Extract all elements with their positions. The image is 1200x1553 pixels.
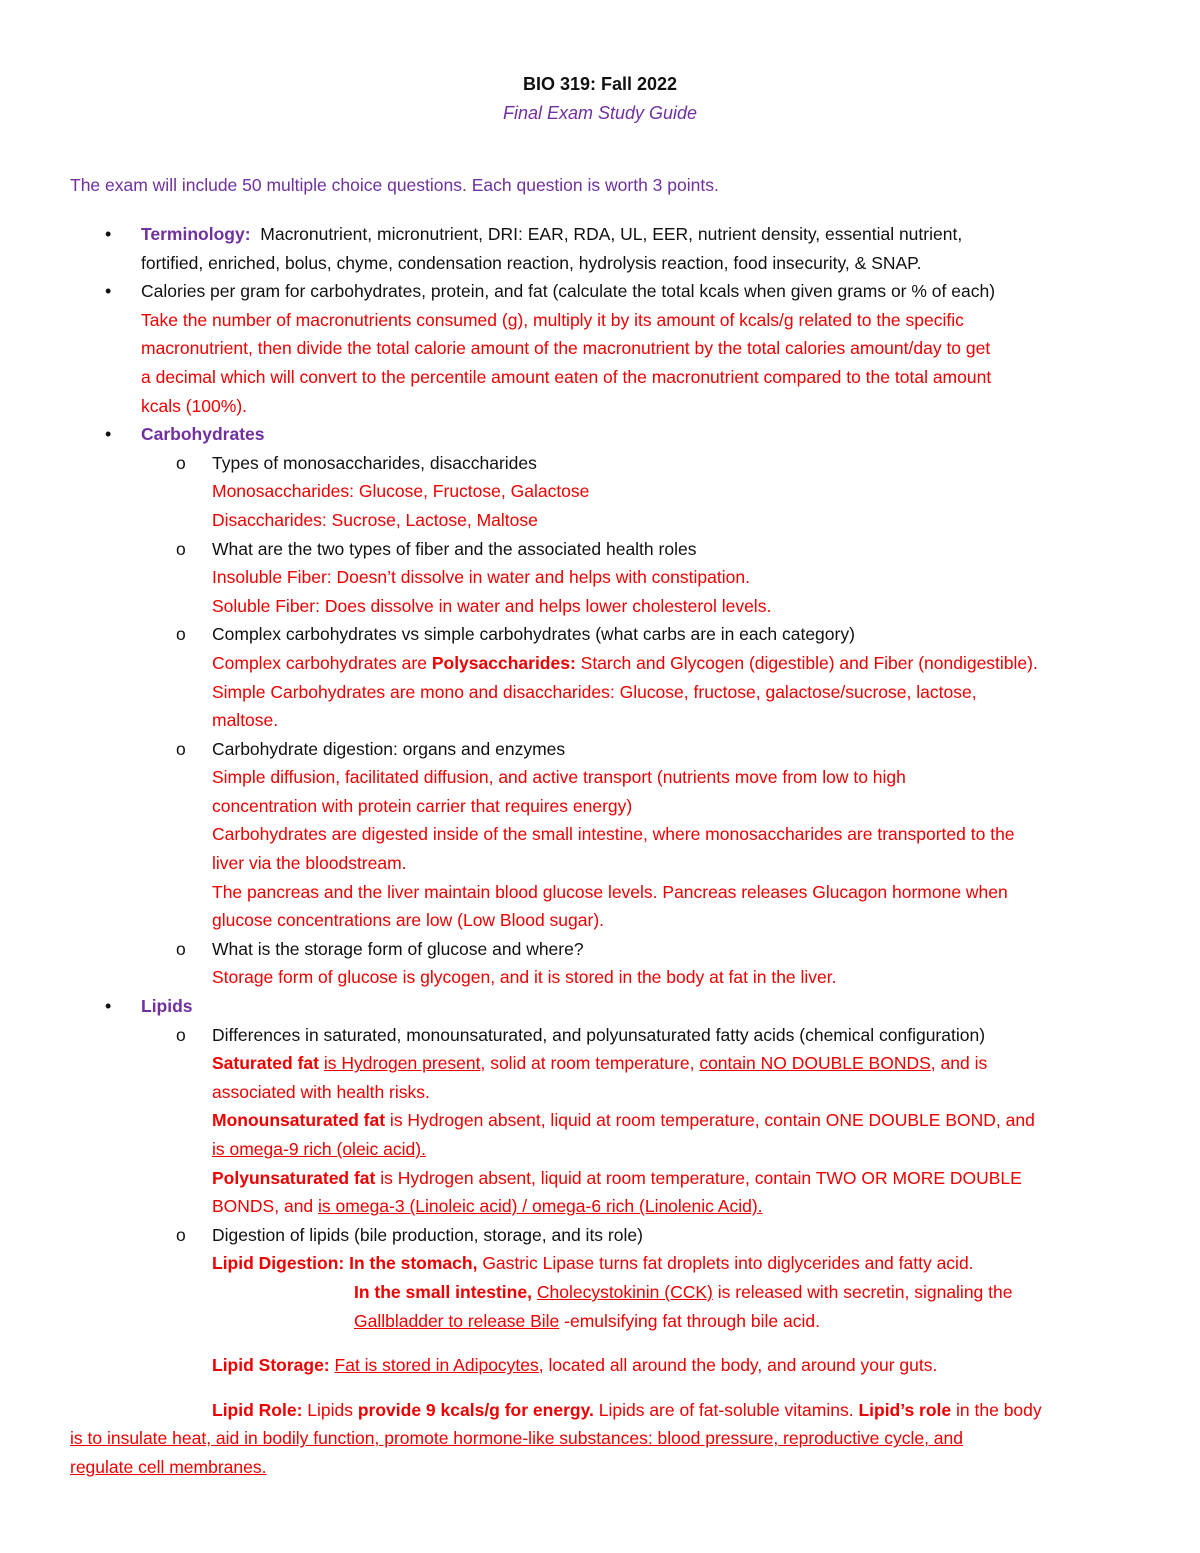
carbs-q4-prompt: Carbohydrate digestion: organs and enzymes	[212, 738, 566, 759]
saturated-fat-line	[0, 1049, 1200, 1078]
answer-text: Lipids are of fat-soluble vitamins.	[593, 1399, 859, 1420]
sub-bullet-icon: o	[176, 624, 186, 645]
monounsaturated-fat-line	[0, 1106, 1200, 1135]
lipid-storage-line	[0, 1351, 1200, 1380]
answer-text: , and is	[930, 1053, 988, 1074]
terminology-label: Terminology:	[141, 224, 251, 244]
carbs-q3-answer	[0, 649, 1200, 678]
answer-text: is Hydrogen absent, liquid at room temperature, contain TWO OR MORE DOUBLE	[375, 1167, 1022, 1188]
polyunsaturated-fat-line2	[0, 1192, 1200, 1221]
carbs-q2-prompt: What are the two types of fiber and the associated health roles	[212, 538, 697, 559]
answer-bold: Polysaccharides:	[431, 652, 576, 673]
answer-text: is Hydrogen absent, liquid at room temperature, contain ONE DOUBLE BOND, and	[385, 1110, 1035, 1131]
answer-bold: In the small intestine,	[354, 1281, 532, 1302]
carbs-q4-answer: Carbohydrates are digested inside of the small intestine, where monosaccharides are transported to the	[212, 824, 1015, 845]
page-title: BIO 319: Fall 2022	[522, 74, 678, 94]
calories-answer-line: macronutrient, then divide the total calorie amount of the macronutrient by the total calories amount/day to get	[141, 338, 991, 359]
sub-bullet-icon: o	[176, 538, 186, 559]
lipid-role-line3: regulate cell membranes.	[70, 1456, 267, 1477]
answer-text: Gastric Lipase turns fat droplets into diglycerides and fatty acid.	[477, 1253, 974, 1274]
small-intestine-line	[0, 1278, 1200, 1307]
answer-underline: Fat is stored in Adipocytes	[334, 1355, 539, 1376]
answer-text: Starch and Glycogen (digestible) and Fiber (nondigestible).	[575, 652, 1038, 673]
lipids-q2	[0, 1221, 1200, 1250]
carbs-q5-prompt: What is the storage form of glucose and where?	[212, 938, 584, 959]
answer-underline: is Hydrogen present	[323, 1053, 481, 1074]
carbs-q1-prompt: Types of monosaccharides, disaccharides	[212, 452, 537, 473]
answer-text: Complex carbohydrates are	[212, 652, 432, 673]
carbs-heading: Carbohydrates	[141, 424, 265, 445]
intro-text: The exam will include 50 multiple choice questions. Each question is worth 3 points.	[70, 175, 719, 195]
answer-bold: Lipid Digestion:	[212, 1253, 345, 1274]
answer-bold: Polyunsaturated fat	[212, 1167, 376, 1188]
lipids-q1-prompt: Differences in saturated, monounsaturated, and polyunsaturated fatty acids (chemical configuration)	[212, 1024, 986, 1045]
sub-bullet-icon: o	[176, 1024, 186, 1045]
carbs-q4-answer: glucose concentrations are low (Low Blood sugar).	[212, 910, 605, 931]
carbs-q2-answer: Insoluble Fiber: Doesn’t dissolve in water and helps with constipation.	[212, 567, 750, 588]
bullet-carbohydrates	[0, 420, 1200, 449]
lipid-role-line	[0, 1396, 1200, 1425]
lipids-heading: Lipids	[141, 996, 193, 1017]
answer-underline: Gallbladder to release Bile	[354, 1310, 560, 1331]
answer-text: Lipids	[302, 1399, 358, 1420]
spacer	[0, 1380, 1200, 1396]
answer-bold: Lipid Storage:	[212, 1355, 330, 1376]
carbs-q3-answer: maltose.	[212, 710, 279, 731]
carbs-q5	[0, 935, 1200, 964]
carbs-q4-answer: liver via the bloodstream.	[212, 853, 407, 874]
answer-bold: In the stomach,	[349, 1253, 478, 1274]
sub-bullet-icon: o	[176, 938, 186, 959]
lipid-digestion-line	[0, 1249, 1200, 1278]
lipids-q1	[0, 1021, 1200, 1050]
bullet-icon: •	[105, 996, 112, 1017]
carbs-q3-prompt: Complex carbohydrates vs simple carbohydrates (what carbs are in each category)	[212, 624, 855, 645]
bullet-icon: •	[105, 281, 112, 302]
answer-bold: Monounsaturated fat	[212, 1110, 386, 1131]
carbs-q1-answer: Disaccharides: Sucrose, Lactose, Maltose	[212, 509, 538, 530]
saturated-fat-line2: associated with health risks.	[212, 1081, 430, 1102]
answer-underline: contain NO DOUBLE BONDS	[699, 1053, 931, 1074]
page-subtitle: Final Exam Study Guide	[502, 103, 698, 123]
bullet-icon: •	[105, 424, 112, 445]
calories-answer-line: a decimal which will convert to the percentile amount eaten of the macronutrient compared to the total amount	[141, 366, 992, 387]
spacer	[0, 1335, 1200, 1351]
answer-text: , located all around the body, and around your guts.	[538, 1355, 938, 1376]
carbs-q4	[0, 735, 1200, 764]
carbs-q4-answer: concentration with protein carrier that requires energy)	[212, 795, 633, 816]
monounsaturated-fat-line2: is omega-9 rich (oleic acid).	[212, 1139, 426, 1159]
carbs-q3-answer: Simple Carbohydrates are mono and disaccharides: Glucose, fructose, galactose/sucrose, lactose,	[212, 681, 977, 702]
terminology-line2: fortified, enriched, bolus, chyme, condensation reaction, hydrolysis reaction, food insecurity, & SNAP.	[141, 252, 922, 273]
polyunsaturated-fat-line	[0, 1164, 1200, 1193]
answer-bold: Lipid Role:	[212, 1399, 303, 1420]
lipid-role-line2: is to insulate heat, aid in bodily function, promote hormone-like substances: blood pressure, reproductive cycle, and	[70, 1428, 963, 1449]
calories-prompt: Calories per gram for carbohydrates, protein, and fat (calculate the total kcals when given grams or % of each)	[141, 281, 996, 302]
answer-bold: Lipid’s role	[858, 1399, 952, 1420]
answer-text: , solid at room temperature,	[480, 1053, 700, 1074]
calories-answer-line: kcals (100%).	[141, 395, 248, 416]
study-guide-list	[0, 220, 1200, 1482]
sub-bullet-icon: o	[176, 738, 186, 759]
carbs-q4-answer: The pancreas and the liver maintain blood glucose levels. Pancreas releases Glucagon hormone when	[212, 881, 1008, 902]
carbs-q2-answer: Soluble Fiber: Does dissolve in water and helps lower cholesterol levels.	[212, 595, 772, 616]
answer-text: is released with secretin, signaling the	[712, 1281, 1013, 1302]
bullet-calories	[0, 277, 1200, 306]
gallbladder-line	[0, 1307, 1200, 1336]
sub-bullet-icon: o	[176, 452, 186, 473]
carbs-q3	[0, 620, 1200, 649]
sub-bullet-icon: o	[176, 1224, 186, 1245]
bullet-terminology	[0, 220, 1200, 249]
answer-bold: Saturated fat	[212, 1053, 319, 1074]
bullet-icon: •	[105, 224, 112, 244]
answer-text: BONDS, and	[212, 1196, 319, 1217]
carbs-q1	[0, 449, 1200, 478]
answer-underline: is omega-3 (Linoleic acid) / omega-6 rich (Linolenic Acid).	[318, 1196, 763, 1217]
answer-text: in the body	[951, 1399, 1042, 1420]
answer-text: -emulsifying fat through bile acid.	[559, 1310, 820, 1331]
carbs-q2	[0, 535, 1200, 564]
terminology-text: Macronutrient, micronutrient, DRI: EAR, RDA, UL, EER, nutrient density, essential nutrient,	[260, 224, 963, 244]
answer-bold: provide 9 kcals/g for energy.	[357, 1399, 594, 1420]
carbs-q1-answer: Monosaccharides: Glucose, Fructose, Galactose	[212, 481, 590, 502]
calories-answer-line: Take the number of macronutrients consumed (g), multiply it by its amount of kcals/g related to the specific	[141, 309, 964, 330]
bullet-lipids	[0, 992, 1200, 1021]
carbs-q4-answer: Simple diffusion, facilitated diffusion, and active transport (nutrients move from low to high	[212, 767, 906, 788]
lipids-q2-prompt: Digestion of lipids (bile production, storage, and its role)	[212, 1224, 643, 1245]
answer-underline: Cholecystokinin (CCK)	[536, 1281, 713, 1302]
carbs-q5-answer: Storage form of glucose is glycogen, and it is stored in the body at fat in the liver.	[212, 967, 837, 988]
